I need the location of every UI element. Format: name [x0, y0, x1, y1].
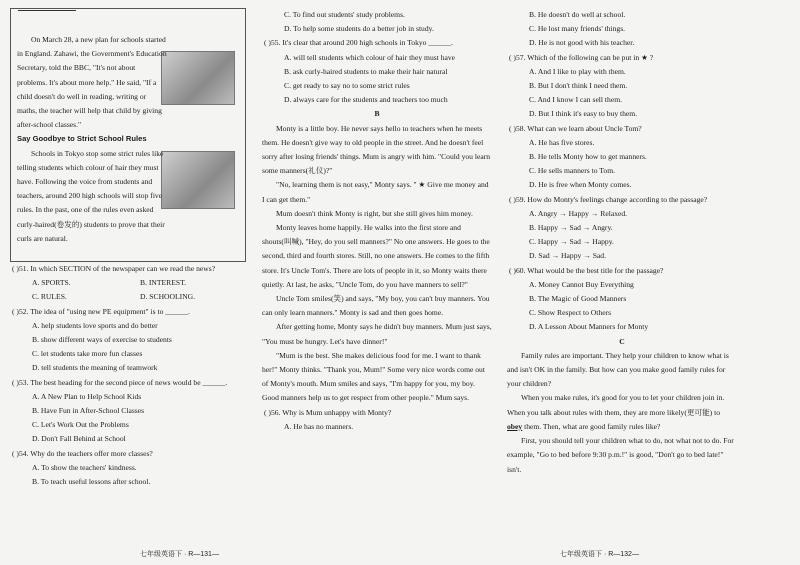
- option[interactable]: C. Let's Work Out the Problems: [32, 420, 129, 430]
- option[interactable]: A. He has five stores.: [529, 137, 595, 147]
- option[interactable]: C. Happy → Sad → Happy.: [529, 237, 614, 247]
- question-59: ( )59. How do Monty's feelings change according to the passage?: [509, 194, 708, 204]
- option[interactable]: B. show different ways of exercise to students: [32, 335, 172, 345]
- option[interactable]: C. And I know I can sell them.: [529, 95, 623, 105]
- option[interactable]: B. The Magic of Good Manners: [529, 294, 627, 304]
- passage-paragraph: "Mum is the best. She makes delicious food for me. I want to thank her!" Monty thinks. "Thank you, Mum!" Some very nice words come out of Monty's mouth. Mum smiles and says, "I'm happy for you, my boy. Good manners help us to get respect from other people." Mum says.: [262, 350, 485, 403]
- option[interactable]: A. help students love sports and do better: [32, 320, 158, 330]
- option[interactable]: A. A New Plan to Help School Kids: [32, 391, 142, 401]
- option[interactable]: C. He lost many friends' things.: [529, 24, 626, 34]
- option[interactable]: D. tell students the meaning of teamwork: [32, 363, 158, 373]
- option[interactable]: C. Show Respect to Others: [529, 308, 612, 318]
- page-footer-left: 七年级英语下 · R—131—: [140, 551, 219, 558]
- question-55: ( )55. It's clear that around 200 high schools in Tokyo ______.: [264, 38, 454, 48]
- q51-options: [10, 276, 246, 304]
- option[interactable]: A. will tell students which colour of hair they must have: [284, 52, 456, 62]
- question-51: ( )51. In which SECTION of the newspaper can we read the news?: [12, 264, 216, 273]
- passage-paragraph: "No, learning them is not easy," Monty says. " ★ Give me money and I can get them.": [262, 180, 489, 204]
- option[interactable]: D. always care for the students and teachers too much: [284, 95, 448, 105]
- option[interactable]: D. SCHOOLING.: [140, 292, 196, 302]
- passage-c-paragraph-1: Family rules are important. They help your children to know what is and isn't OK in the family. But how can you make good family rules for your children?: [507, 350, 729, 389]
- option[interactable]: B. But I don't think I need them.: [529, 81, 628, 91]
- option[interactable]: B. Have Fun in After-School Classes: [32, 406, 145, 416]
- option[interactable]: D. He is free when Monty comes.: [529, 180, 632, 190]
- option[interactable]: A. Angry → Happy → Relaxed.: [529, 208, 628, 218]
- question-52: ( )52. The idea of "using new PE equipment" is to ______.: [12, 306, 190, 316]
- news-paragraph-1: On March 28, a new plan for schools started in England. Zahawi, the Government's Education Secretary, told the BBC, "It's not about problems. It's about more help." He said, "If a child doesn't do well in reading, writing or maths, the teacher will help that child by giving after-school classes.": [17, 35, 167, 130]
- option[interactable]: A. To show the teachers' kindness.: [32, 462, 137, 472]
- option[interactable]: B. To teach useful lessons after school.: [32, 477, 151, 487]
- option[interactable]: D. Sad → Happy → Sad.: [529, 251, 606, 261]
- passage-paragraph: Uncle Tom smiles(笑) and says, "My boy, you can't buy manners. You can only learn manners." Monty is sad and then goes home.: [262, 294, 490, 318]
- option[interactable]: D. Don't Fall Behind at School: [32, 434, 126, 444]
- passage-paragraph: After getting home, Monty says he didn't buy manners. Mum just says, "You must be hungry. Let's have dinner!": [262, 322, 492, 346]
- news-paragraph-2: Schools in Tokyo stop some strict rules like telling students which colour of hair they must have. Following the voice from students and teachers, around 200 high schools will stop five rules. In the past, one of the rules even asked curly-haired(卷发的) students to prove that their curls are natural.: [17, 148, 165, 243]
- option[interactable]: C. get ready to say no to some strict rules: [284, 81, 410, 91]
- option[interactable]: C. He sells manners to Tom.: [529, 166, 616, 176]
- question-58: ( )58. What can we learn about Uncle Tom?: [509, 123, 642, 133]
- passage-paragraph: Monty leaves home happily. He walks into the first store and shouts(叫喊), "Hey, do you sell manners?" No one answers. He goes to the second, third and fourth stores. Still, no one answers. He comes to the fifth store. It's Uncle Tom's. There are lots of people in it, so Monty waits there quietly. At last, he asks, "Uncle Tom, do you have manners to sell?": [262, 223, 490, 289]
- passage-c-paragraph-2: [507, 391, 737, 434]
- option[interactable]: B. Happy → Sad → Angry.: [529, 223, 613, 233]
- question-57: ( )57. Which of the following can be put in ★ ?: [509, 52, 654, 62]
- option[interactable]: D. To help some students do a better job in study.: [284, 24, 434, 34]
- page-footer-right: 七年级英语下 · R—132—: [560, 551, 639, 558]
- option[interactable]: C. RULES.: [32, 292, 67, 302]
- question-56: ( )56. Why is Mum unhappy with Monty?: [264, 407, 392, 417]
- text-span: them. Then, what are good family rules like?: [522, 421, 661, 431]
- news-heading: Say Goodbye to Strict School Rules: [17, 134, 147, 144]
- option[interactable]: B. INTEREST.: [140, 278, 187, 288]
- option[interactable]: A. And I like to play with them.: [529, 66, 626, 76]
- option[interactable]: A. SPORTS.: [32, 278, 71, 288]
- option[interactable]: B. He tells Monty how to get manners.: [529, 152, 647, 162]
- underlined-word: obey: [507, 421, 523, 431]
- option[interactable]: D. He is not good with his teacher.: [529, 38, 635, 48]
- question-53: ( )53. The best heading for the second piece of news would be ______.: [12, 377, 228, 387]
- column-2: [262, 8, 492, 434]
- passage-c-paragraph-3: First, you should tell your children what to do, not what not to do. For example, "Go to bed before 9:30 p.m.!" is good, "Don't go to bed late!" isn't.: [507, 436, 734, 474]
- passage-paragraph: Monty is a little boy. He never says hello to teachers when he meets them. He doesn't give way to old people in the street. And he doesn't feel sorry after losing friends' things. Mum is angry with him. "Could you learn some manners(礼仪)?": [262, 123, 491, 176]
- option[interactable]: B. ask curly-haired students to make their hair natural: [284, 66, 448, 76]
- option[interactable]: B. He doesn't do well at school.: [529, 10, 626, 19]
- option[interactable]: D. A Lesson About Manners for Monty: [529, 322, 649, 332]
- section-c-title: C: [619, 336, 625, 346]
- option[interactable]: D. But I think it's easy to buy them.: [529, 109, 638, 119]
- section-b-title: B: [374, 109, 380, 119]
- column-3: [507, 8, 737, 477]
- option[interactable]: A. Money Cannot Buy Everything: [529, 279, 634, 289]
- column-1: [10, 8, 246, 489]
- news-box: [10, 8, 246, 262]
- text-span: When you make rules, it's good for you to let your children join in. When you talk about rules with them, they are more likely(更可能) to: [507, 393, 725, 417]
- passage-paragraph: Mum doesn't think Monty is right, but she still gives him money.: [276, 208, 473, 218]
- option[interactable]: C. let students take more fun classes: [32, 349, 143, 359]
- question-60: ( )60. What would be the best title for the passage?: [509, 265, 664, 275]
- option[interactable]: A. He has no manners.: [284, 421, 354, 431]
- option[interactable]: C. To find out students' study problems.: [284, 10, 405, 19]
- question-54: ( )54. Why do the teachers offer more classes?: [12, 448, 153, 458]
